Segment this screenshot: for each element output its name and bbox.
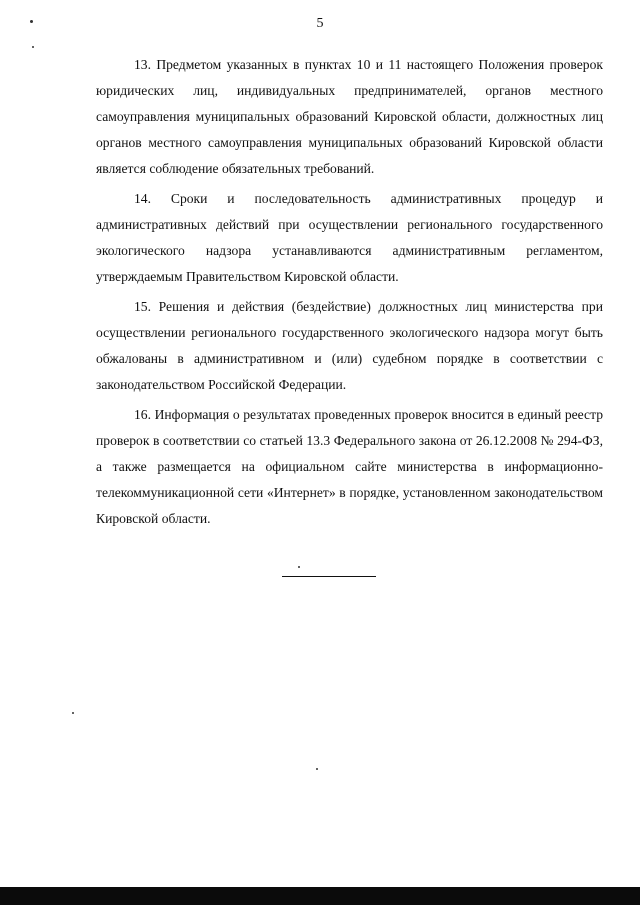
scan-speck <box>316 768 318 770</box>
scan-bottom-edge <box>0 887 640 905</box>
document-body <box>96 52 603 536</box>
scan-speck <box>32 46 34 48</box>
paragraph-13: 13. Предметом указанных в пунктах 10 и 11 настоящего Положения проверок юридических лиц, индивидуальных предпринимателей, органов местного самоуправления муниципальных образований Кировской области, должностных лиц органов местного самоуправления муниципальных образований Кировской области является соблюдение обязательных требований. <box>96 57 603 176</box>
scan-speck <box>72 712 74 714</box>
page-number: 5 <box>316 16 324 31</box>
scan-speck <box>298 566 300 568</box>
scan-speck <box>30 20 33 23</box>
paragraph-14: 14. Сроки и последовательность административных процедур и административных действий при осуществлении регионального государственного экологического надзора устанавливаются административным регламентом, утверждаемым Правительством Кировской области. <box>96 191 603 284</box>
end-separator-line <box>282 576 376 577</box>
paragraph-15: 15. Решения и действия (бездействие) должностных лиц министерства при осуществлении регионального государственного экологического надзора могут быть обжалованы в административном и (или) судебном порядке в соответствии с законодательством Российской Федерации. <box>96 299 603 392</box>
paragraph-16: 16. Информация о результатах проведенных проверок вносится в единый реестр проверок в соответствии со статьей 13.3 Федерального закона от 26.12.2008 № 294-ФЗ, а также размещается на официальном сайте министерства в информационно-телекоммуникационной сети «Интернет» в порядке, установленном законодательством Кировской области. <box>96 407 603 526</box>
